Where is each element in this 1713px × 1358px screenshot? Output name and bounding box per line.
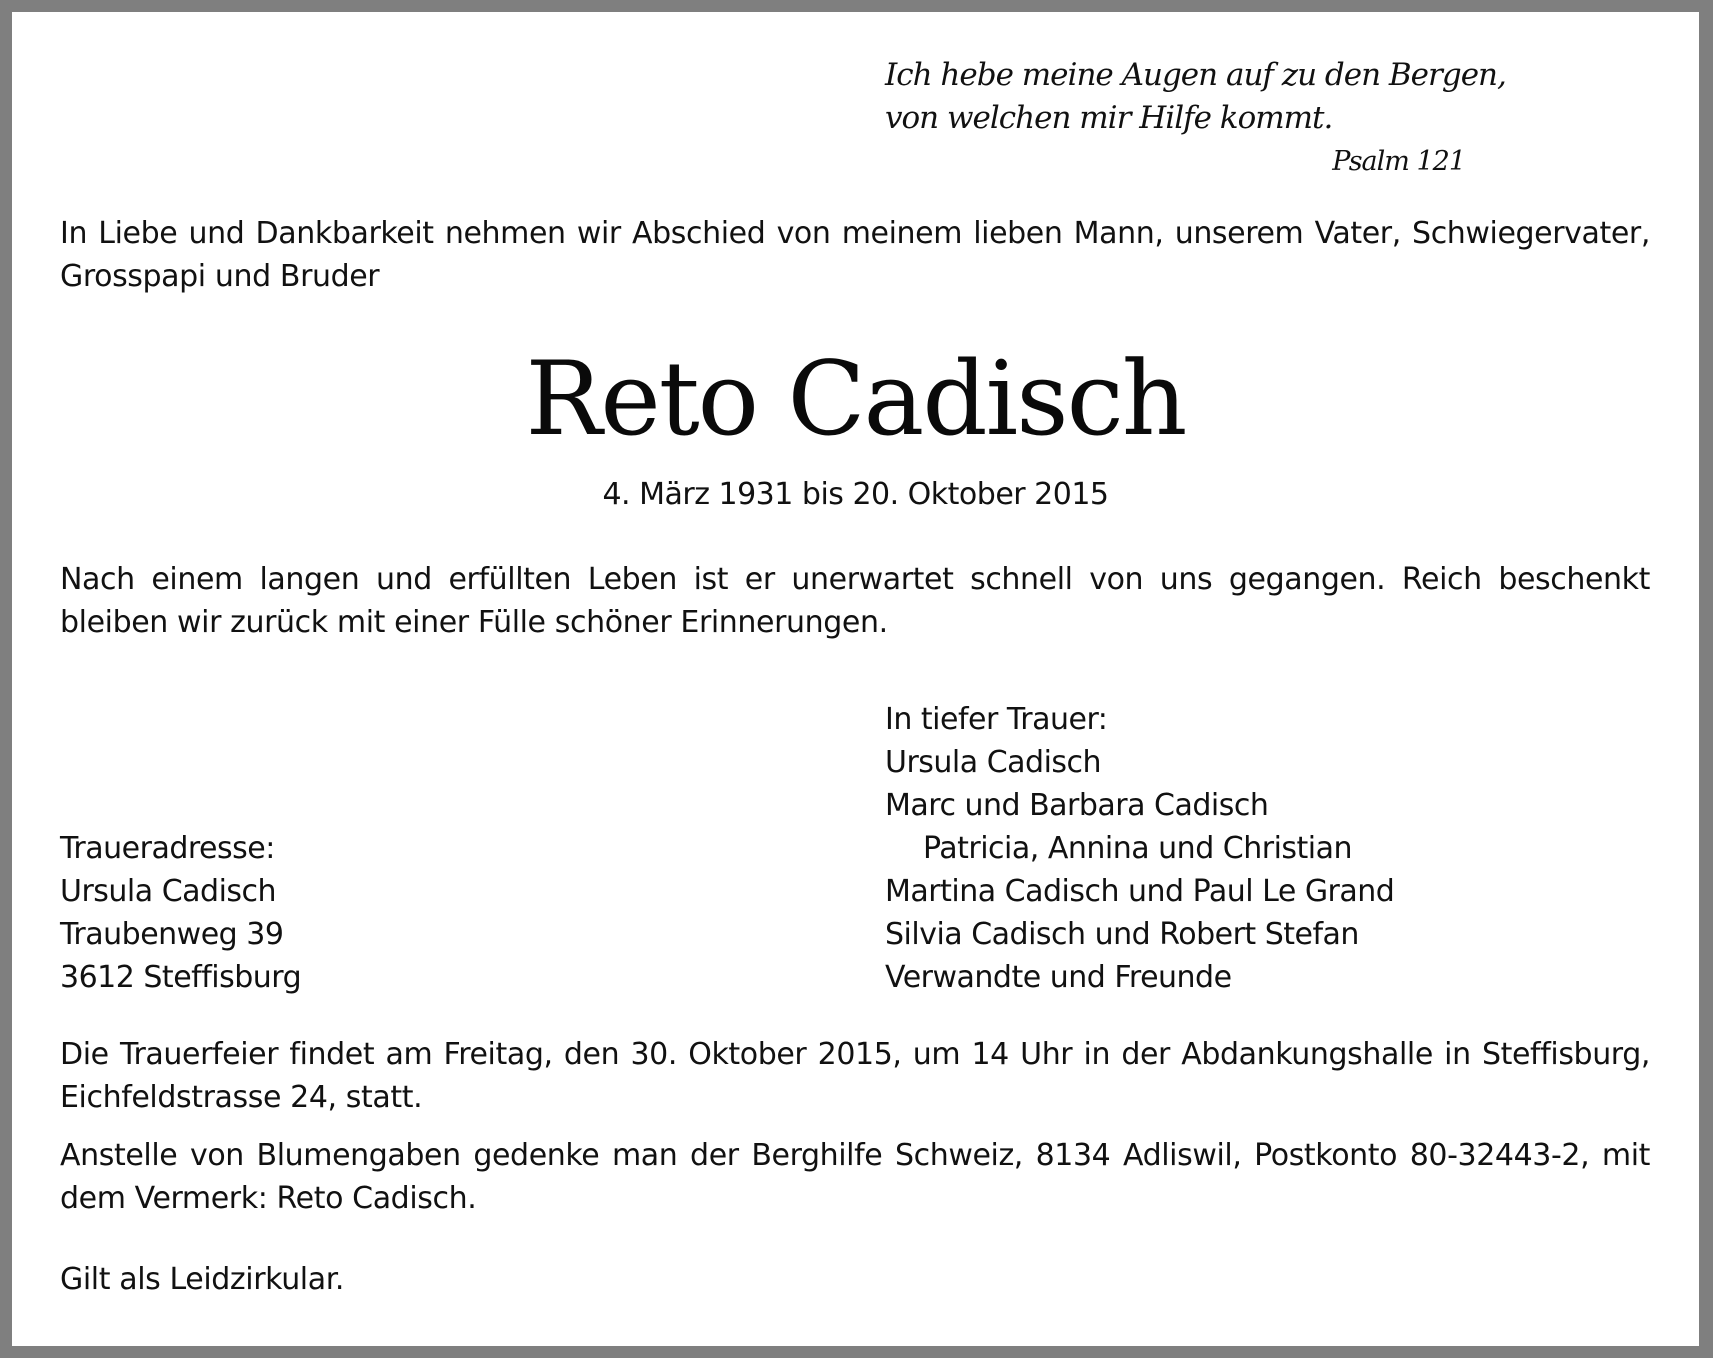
address-heading: Traueradresse: bbox=[60, 831, 275, 866]
address-name: Ursula Cadisch bbox=[60, 874, 277, 909]
quote-line-2: von welchen mir Hilfe kommt. bbox=[885, 100, 1333, 136]
mourning-address bbox=[60, 827, 301, 999]
mourners-list bbox=[885, 698, 1394, 999]
mourners-heading: In tiefer Trauer: bbox=[885, 702, 1108, 737]
ceremony-paragraph: Die Trauerfeier findet am Freitag, den 30. Oktober 2015, um 14 Uhr in der Abdankungshalle in Steffisburg, Eichfeldstrasse 24, statt. bbox=[60, 1037, 1650, 1115]
mourner-entry: Martina Cadisch und Paul Le Grand bbox=[885, 874, 1395, 909]
life-dates: 4. März 1931 bis 20. Oktober 2015 bbox=[602, 477, 1109, 512]
mourner-entry: Verwandte und Freunde bbox=[885, 960, 1232, 995]
quote-line-1: Ich hebe meine Augen auf zu den Bergen, bbox=[885, 57, 1506, 93]
mourner-entry: Marc und Barbara Cadisch bbox=[885, 788, 1269, 823]
intro-paragraph: In Liebe und Dankbarkeit nehmen wir Abschied von meinem lieben Mann, unserem Vater, Schwiegervater, Grosspapi und Bruder bbox=[60, 216, 1650, 294]
obituary-notice bbox=[12, 12, 1699, 1346]
donation-paragraph: Anstelle von Blumengaben gedenke man der Berghilfe Schweiz, 8134 Adliswil, Postkonto 80-32443-2, mit dem Vermerk: Reto Cadisch. bbox=[60, 1138, 1650, 1216]
mourner-entry: Silvia Cadisch und Robert Stefan bbox=[885, 917, 1359, 952]
mourner-entry: Patricia, Annina und Christian bbox=[923, 831, 1353, 866]
deceased-name: Reto Cadisch bbox=[525, 340, 1186, 459]
remembrance-paragraph: Nach einem langen und erfüllten Leben ist er unerwartet schnell von uns gegangen. Reich beschenkt bleiben wir zurück mit einer Fülle schöner Erinnerungen. bbox=[60, 562, 1650, 640]
quote-source: Psalm 121 bbox=[1332, 146, 1465, 177]
mourner-entry: Ursula Cadisch bbox=[885, 745, 1102, 780]
address-city: 3612 Steffisburg bbox=[60, 960, 302, 995]
address-street: Traubenweg 39 bbox=[60, 917, 284, 952]
closing-note: Gilt als Leidzirkular. bbox=[60, 1262, 345, 1297]
psalm-quote bbox=[885, 54, 1506, 183]
